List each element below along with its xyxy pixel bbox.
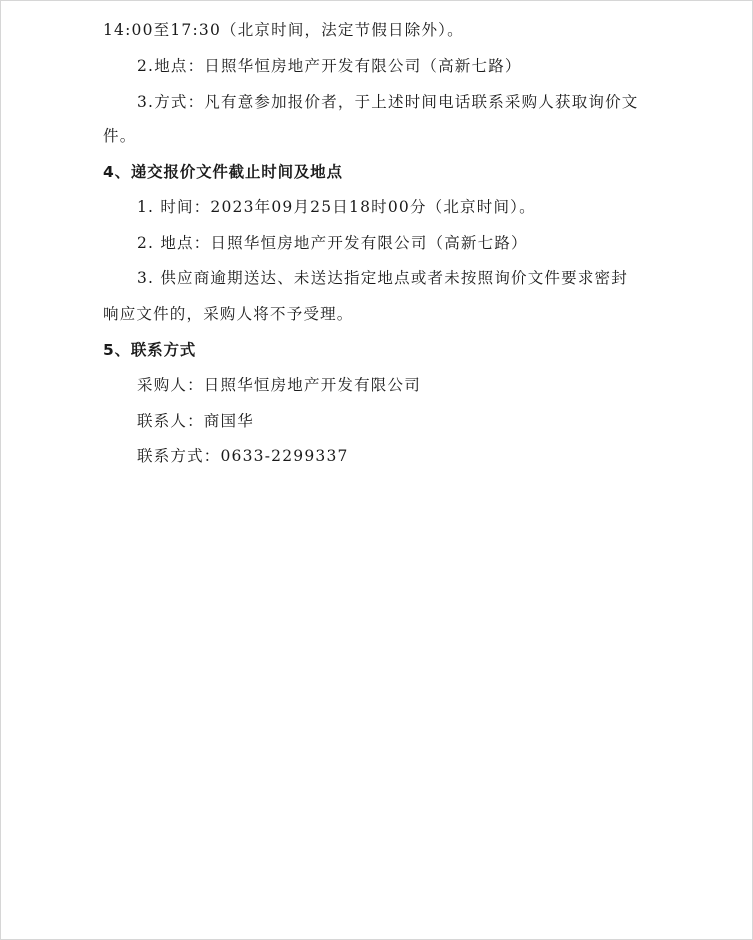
method-item-line1: 3.方式：凡有意参加报价者，于上述时间电话联系采购人获取询价文 (137, 93, 639, 111)
method-item-line2: 件。 (103, 127, 137, 145)
purchaser-line: 采购人：日照华恒房地产开发有限公司 (137, 376, 421, 394)
section-5-heading: 5、联系方式 (103, 341, 197, 359)
time-range-text: 14:00至17:30（北京时间，法定节假日除外）。 (103, 21, 464, 39)
rejection-rule-line1: 3. 供应商逾期送达、未送达指定地点或者未按照询价文件要求密封 (137, 269, 628, 287)
location-item: 2.地点：日照华恒房地产开发有限公司（高新七路） (137, 57, 522, 75)
rejection-rule-line2: 响应文件的，采购人将不予受理。 (103, 305, 354, 323)
contact-person-line: 联系人：商国华 (137, 412, 254, 430)
section-4-heading: 4、递交报价文件截止时间及地点 (103, 163, 343, 181)
contact-phone-line: 联系方式：0633-2299337 (137, 447, 349, 465)
deadline-location-item: 2. 地点：日照华恒房地产开发有限公司（高新七路） (137, 234, 528, 252)
deadline-time-item: 1. 时间：2023年09月25日18时00分（北京时间）。 (137, 198, 536, 216)
